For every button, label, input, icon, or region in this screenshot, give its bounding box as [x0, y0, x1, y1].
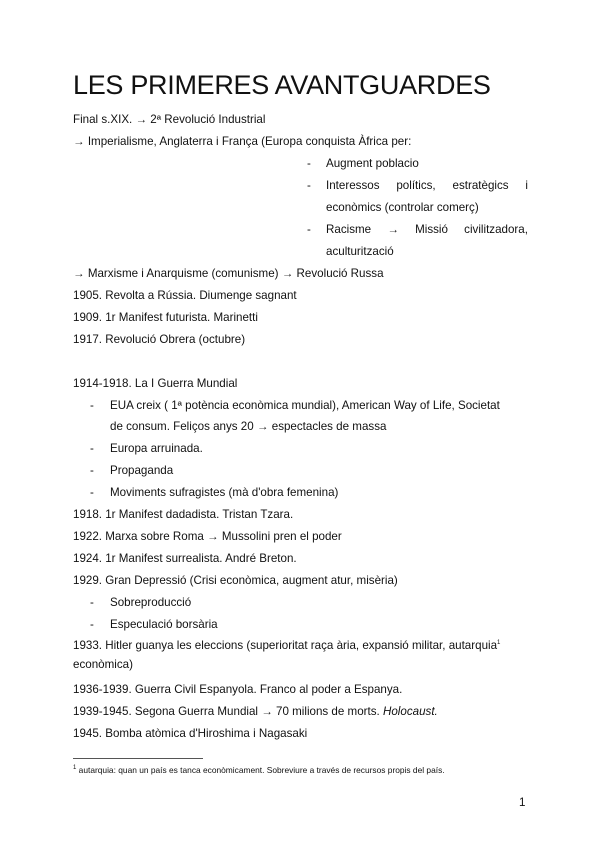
timeline-line: 1922. Marxa sobre Roma → Mussolini pren el poder	[73, 530, 342, 543]
word: i	[525, 179, 528, 192]
war-dash: -	[90, 442, 94, 455]
hitler-line	[73, 639, 500, 653]
war-bullet-1: EUA creix ( 1ª potència econòmica mundial), American Way of Life, Societat	[110, 399, 500, 412]
war-bullet-1-cont: de consum. Feliços anys 20 → espectacles de massa	[110, 420, 387, 433]
depression-bullet-2: Especulació borsària	[110, 618, 218, 631]
depression-dash: -	[90, 618, 94, 631]
cause-dash-3: -	[307, 223, 311, 236]
intro-line-2: → Imperialisme, Anglaterra i França (Europa conquista Àfrica per:	[73, 135, 412, 148]
hitler-line-cont: econòmica)	[73, 658, 133, 671]
footnote	[73, 765, 445, 775]
timeline-line: 1924. 1r Manifest surrealista. André Breton.	[73, 552, 297, 565]
cause-dash-2: -	[307, 179, 311, 192]
war-dash: -	[90, 486, 94, 499]
footnote-ref: 1	[497, 640, 501, 647]
holocaust-text: Holocaust.	[382, 705, 438, 718]
word: polítics,	[396, 179, 436, 192]
footnote-mark: 1	[73, 765, 77, 772]
word: civilitzadora,	[464, 223, 528, 236]
word: Missió	[415, 223, 448, 236]
depression-bullet-1: Sobreproducció	[110, 596, 192, 609]
war-heading: 1914-1918. La I Guerra Mundial	[73, 377, 238, 390]
ww2-text: 1939-1945. Segona Guerra Mundial → 70 milions de morts.	[73, 705, 383, 718]
war-bullet-4: Moviments sufragistes (mà d'obra femenina)	[110, 486, 339, 499]
depression-dash: -	[90, 596, 94, 609]
footnote-separator	[73, 758, 203, 759]
cause-item-3-line-2: aculturització	[326, 245, 394, 258]
timeline-line: 1929. Gran Depressió (Crisi econòmica, augment atur, misèria)	[73, 574, 398, 587]
hiroshima-line: 1945. Bomba atòmica d'Hiroshima i Nagasaki	[73, 727, 308, 740]
ww2-line	[73, 705, 438, 719]
timeline-line: → Marxisme i Anarquisme (comunisme) → Revolució Russa	[73, 267, 384, 280]
page-title: LES PRIMERES AVANTGUARDES	[73, 70, 491, 100]
word: estratègics	[452, 179, 509, 192]
cause-dash-1: -	[307, 157, 311, 170]
war-dash: -	[90, 464, 94, 477]
page-number: 1	[519, 796, 526, 809]
intro-line-1: Final s.XIX. → 2ª Revolució Industrial	[73, 113, 266, 126]
word: Interessos	[326, 179, 380, 192]
cause-item-2-line-2: econòmics (controlar comerç)	[326, 201, 479, 214]
timeline-line: 1918. 1r Manifest dadadista. Tristan Tzara.	[73, 508, 294, 521]
cause-item-1: Augment poblacio	[326, 157, 419, 170]
war-bullet-2: Europa arruinada.	[110, 442, 203, 455]
timeline-line: 1905. Revolta a Rússia. Diumenge sagnant	[73, 289, 297, 302]
war-bullet-3: Propaganda	[110, 464, 174, 477]
civil-war-line: 1936-1939. Guerra Civil Espanyola. Franco al poder a Espanya.	[73, 683, 403, 696]
word: →	[387, 223, 399, 236]
cause-item-3-line-1	[326, 223, 528, 237]
cause-item-2-line-1	[326, 179, 528, 193]
timeline-line: 1909. 1r Manifest futurista. Marinetti	[73, 311, 258, 324]
war-dash: -	[90, 399, 94, 412]
hitler-text: 1933. Hitler guanya les eleccions (superioritat raça ària, expansió militar, autarquia	[73, 639, 498, 652]
timeline-line: 1917. Revolució Obrera (octubre)	[73, 333, 246, 346]
word: Racisme	[326, 223, 372, 236]
footnote-text: autarquia: quan un país es tanca econòmicament. Sobreviure a través de recursos propis del país.	[76, 765, 445, 775]
